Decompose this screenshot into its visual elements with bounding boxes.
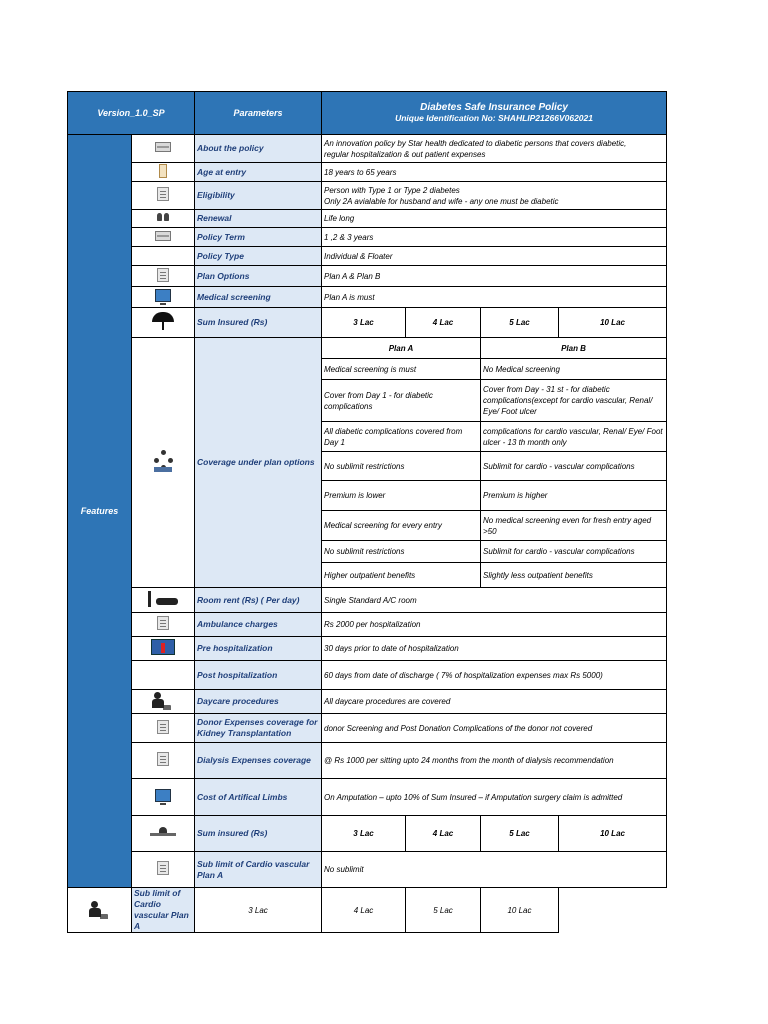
umbrella-icon — [152, 312, 174, 330]
coverage-plan-a: Higher outpatient benefits — [322, 563, 481, 588]
sublimit-b-value: 5 Lac — [406, 888, 481, 933]
donor-label: Donor Expenses coverage for Kidney Transplantation — [195, 714, 322, 743]
policy-title-header — [322, 92, 667, 135]
sum-insured-2-label: Sum insured (Rs) — [195, 816, 322, 852]
type-value: Individual & Floater — [322, 247, 667, 266]
doctor-icon — [152, 692, 174, 708]
coverage-plan-a: All diabetic complications covered from Day 1 — [322, 422, 481, 452]
document-icon — [157, 720, 169, 734]
plan-b-header: Plan B — [481, 338, 667, 359]
coverage-plan-b: No medical screening even for fresh entry aged >50 — [481, 511, 667, 541]
monitor-icon — [155, 289, 171, 302]
glass-icon — [159, 164, 167, 178]
room-rent-label: Room rent (Rs) ( Per day) — [195, 588, 322, 613]
coverage-label: Coverage under plan options — [195, 338, 322, 588]
type-label: Policy Type — [195, 247, 322, 266]
post-hospitalization-value: 60 days from date of discharge ( 7% of hospitalization expenses max Rs 5000) — [322, 661, 667, 690]
ambulance-label: Ambulance charges — [195, 613, 322, 637]
eligibility-line-1: Person with Type 1 or Type 2 diabetes — [324, 185, 460, 195]
term-label: Policy Term — [195, 228, 322, 247]
monitor-icon — [155, 789, 171, 802]
limbs-label: Cost of Artifical Limbs — [195, 779, 322, 816]
coverage-plan-b: Slightly less outpatient benefits — [481, 563, 667, 588]
sum-insured-value: 3 Lac — [322, 308, 406, 338]
sum-insured-2-value: 4 Lac — [406, 816, 481, 852]
sublimit-b-value: 10 Lac — [481, 888, 559, 933]
document-icon — [157, 861, 169, 875]
room-rent-value: Single Standard A/C room — [322, 588, 667, 613]
sum-insured-value: 5 Lac — [481, 308, 559, 338]
sublimit-b-label: Sub limit of Cardio vascular Plan A — [132, 888, 195, 933]
coverage-plan-b: No Medical screening — [481, 359, 667, 380]
document-icon — [157, 616, 169, 630]
coverage-plan-b: complications for cardio vascular, Renal/ Eye/ Foot ulcer - 13 th month only — [481, 422, 667, 452]
sum-insured-value: 4 Lac — [406, 308, 481, 338]
document-icon — [157, 752, 169, 766]
pre-hospitalization-value: 30 days prior to date of hospitalization — [322, 637, 667, 661]
document-icon — [157, 268, 169, 282]
bed-icon — [146, 591, 180, 607]
coverage-plan-a: Medical screening is must — [322, 359, 481, 380]
coverage-plan-b: Sublimit for cardio - vascular complications — [481, 452, 667, 481]
policy-table — [67, 91, 667, 933]
card-icon — [155, 231, 171, 241]
about-line-1: An innovation policy by Star health dedicated to diabetic persons that covers diabetic, — [324, 138, 627, 148]
scale-icon — [150, 827, 176, 837]
term-value: 1 ,2 & 3 years — [322, 228, 667, 247]
coverage-plan-a: No sublimit restrictions — [322, 541, 481, 563]
daycare-value: All daycare procedures are covered — [322, 690, 667, 714]
doctor-icon — [89, 901, 111, 917]
coverage-plan-a: Cover from Day 1 - for diabetic complications — [322, 380, 481, 422]
coverage-plan-b: Premium is higher — [481, 481, 667, 511]
sum-insured-2-value: 5 Lac — [481, 816, 559, 852]
coverage-plan-a: Medical screening for every entry — [322, 511, 481, 541]
plan-options-label: Plan Options — [195, 266, 322, 287]
version-header: Version_1.0_SP — [68, 92, 195, 135]
screening-label: Medical screening — [195, 287, 322, 308]
sum-insured-2-value: 3 Lac — [322, 816, 406, 852]
sublimit-a-value: No sublimit — [322, 852, 667, 888]
coverage-plan-a: Premium is lower — [322, 481, 481, 511]
eligibility-label: Eligibility — [195, 182, 322, 210]
plan-options-value: Plan A & Plan B — [322, 266, 667, 287]
coverage-plan-b: Sublimit for cardio - vascular complications — [481, 541, 667, 563]
plan-a-header: Plan A — [322, 338, 481, 359]
eligibility-line-2: Only 2A avialable for husband and wife - any one must be diabetic — [324, 196, 559, 206]
ambulance-value: Rs 2000 per hospitalization — [322, 613, 667, 637]
limbs-value: On Amputation – upto 10% of Sum Insured – if Amputation surgery claim is admitted — [322, 779, 667, 816]
renewal-label: Renewal — [195, 210, 322, 228]
features-label: Features — [68, 135, 132, 888]
policy-sheet — [67, 91, 666, 933]
coverage-plan-a: No sublimit restrictions — [322, 452, 481, 481]
about-line-2: regular hospitalization & out patient expenses — [324, 149, 486, 159]
parameters-header: Parameters — [195, 92, 322, 135]
post-hospitalization-label: Post hospitalization — [195, 661, 322, 690]
about-value — [322, 135, 667, 163]
card-icon — [155, 142, 171, 152]
hospital-icon — [151, 639, 175, 655]
screening-value: Plan A is must — [322, 287, 667, 308]
sublimit-b-value: 3 Lac — [195, 888, 322, 933]
network-icon — [152, 450, 174, 472]
daycare-label: Daycare procedures — [195, 690, 322, 714]
sum-insured-value: 10 Lac — [559, 308, 667, 338]
donor-value: donor Screening and Post Donation Complications of the donor not covered — [322, 714, 667, 743]
age-label: Age at entry — [195, 163, 322, 182]
header-row — [68, 92, 667, 135]
sum-insured-2-value: 10 Lac — [559, 816, 667, 852]
age-value: 18 years to 65 years — [322, 163, 667, 182]
sublimit-a-label: Sub limit of Cardio vascular Plan A — [195, 852, 322, 888]
document-icon — [157, 187, 169, 201]
renewal-value: Life long — [322, 210, 667, 228]
policy-title: Diabetes Safe Insurance Policy — [420, 102, 568, 113]
about-label: About the policy — [195, 135, 322, 163]
sum-insured-label: Sum Insured (Rs) — [195, 308, 322, 338]
eligibility-value — [322, 182, 667, 210]
dialysis-label: Dialysis Expenses coverage — [195, 743, 322, 779]
dialysis-value: @ Rs 1000 per sitting upto 24 months from the month of dialysis recommendation — [322, 743, 667, 779]
people-icon — [156, 212, 170, 222]
pre-hospitalization-label: Pre hospitalization — [195, 637, 322, 661]
coverage-plan-b: Cover from Day - 31 st - for diabetic complications(except for cardio vascular, Renal/ Eye/ Foot ulcer — [481, 380, 667, 422]
sublimit-b-value: 4 Lac — [322, 888, 406, 933]
policy-uin: Unique Identification No: SHAHLIP21266V062021 — [395, 113, 593, 123]
